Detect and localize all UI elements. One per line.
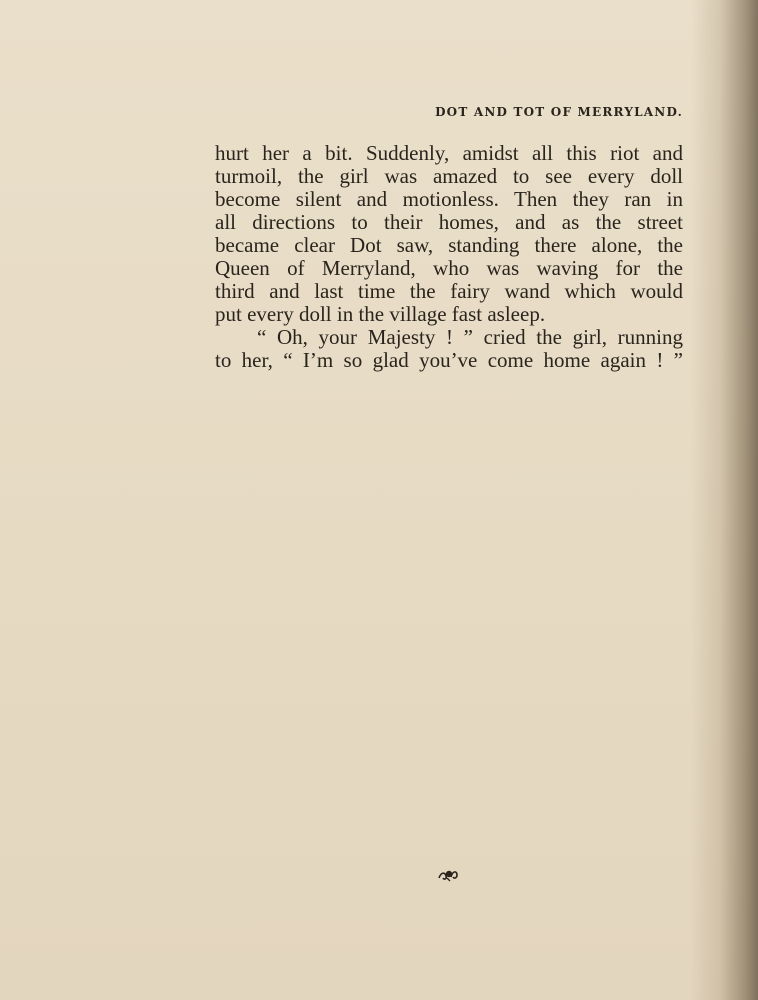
- printer's-ornament-icon: [437, 866, 459, 882]
- text-line: Queen of Merryland, who was waving for the: [215, 256, 683, 280]
- body-text: [215, 142, 683, 372]
- text-line: become silent and motionless. Then they ran in: [215, 187, 683, 211]
- text-line: turmoil, the girl was amazed to see every doll: [215, 164, 683, 188]
- text-line: to her, “ I’m so glad you’ve come home again ! ”: [215, 348, 683, 372]
- text-line: hurt her a bit. Suddenly, amidst all this riot and: [215, 141, 683, 165]
- running-head: DOT AND TOT OF MERRYLAND.: [435, 105, 683, 119]
- text-line: all directions to their homes, and as the street: [215, 210, 683, 234]
- text-line: “ Oh, your Majesty ! ” cried the girl, running: [257, 325, 683, 349]
- text-line: put every doll in the village fast asleep.: [215, 302, 546, 326]
- text-line: became clear Dot saw, standing there alone, the: [215, 233, 683, 257]
- text-line: third and last time the fairy wand which would: [215, 279, 683, 303]
